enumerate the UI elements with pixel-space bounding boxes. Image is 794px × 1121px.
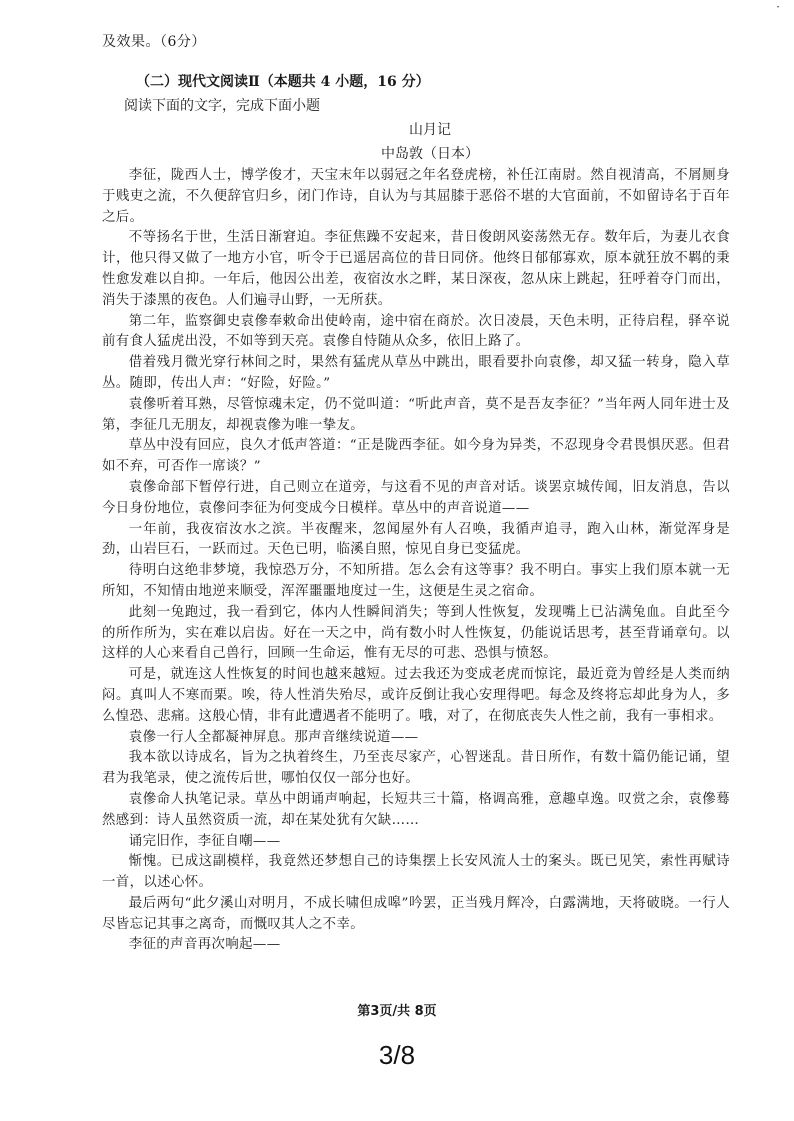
page-indicator: 3/8 (378, 1040, 416, 1070)
paragraph: 可是，就连这人性恢复的时间也越来越短。过去我还为变成老虎而惊诧，最近竟为曾经是人类而纳闷。真叫人不寒而栗。唉，待人性消失殆尽，或许反倒让我心安理得吧。每念及终将忘却此身为人，多么惶恐、悲痛。这般心情，非有此遭遇者不能明了。哦，对了，在彻底丧失人性之前，我有一事相求。 (102, 667, 730, 724)
paragraph: 惭愧。已成这副模样，我竟然还梦想自己的诗集摆上长安风流人士的案头。既已见笑，索性再赋诗一首，以述心怀。 (102, 854, 730, 891)
exam-sheet (80, 30, 730, 956)
paragraph: 草丛中没有回应，良久才低声答道：“正是陇西李征。如今身为异类，不忍现身令君畏惧厌恶。但君如不弃，可否作一席谈？” (102, 438, 730, 475)
paragraph: 不等扬名于世，生活日渐窘迫。李征焦躁不安起来，昔日俊朗风姿荡然无存。数年后，为妻儿衣食计，他只得又做了一地方小官，听令于已遥居高位的昔日同侪。他终日郁郁寡欢，原本就狂放不羁的秉性愈发难以自抑。一年后，他因公出差，夜宿汝水之畔，某日深夜，忽从床上跳起，狂呼着夺门而出，消失于漆黑的夜色。人们遍寻山野，一无所获。 (102, 230, 730, 308)
previous-question-tail: 及效果。（6分） (102, 34, 206, 50)
paragraph: 袁傪一行人全都凝神屏息。那声音继续说道—— (128, 729, 419, 745)
paragraph: 李征的声音再次响起—— (128, 937, 281, 953)
paragraph: 李征，陇西人士，博学俊才，天宝末年以弱冠之年名登虎榜，补任江南尉。然自视清高，不屑厕身于贱吏之流，不久便辞官归乡，闭门作诗，自认为与其屈膝于恶俗不堪的大官面前，不如留诗名于百年之后。 (102, 168, 730, 225)
article-author: 中岛敦（日本） (381, 146, 479, 162)
reading-instruction: 阅读下面的文字，完成下面小题 (124, 98, 320, 114)
paragraph: 袁傪听着耳熟，尽管惊魂未定，仍不觉叫道：“听此声音，莫不是吾友李征？”当年两人同年进士及第，李征几无朋友，却视袁傪为唯一挚友。 (102, 396, 730, 433)
paragraph: 袁傪命人执笔记录。草丛中朗诵声响起，长短共三十篇，格调高雅，意趣卓逸。叹赏之余，袁傪蓦然感到：诗人虽然资质一流，却在某处犹有欠缺…… (102, 791, 730, 828)
paragraph: 诵完旧作，李征自嘲—— (128, 833, 281, 849)
paragraph: 袁傪命部下暂停行进，自己则立在道旁，与这看不见的声音对话。谈罢京城传闻，旧友消息，告以今日身份地位，袁傪问李征为何变成今日模样。草丛中的声音说道—— (102, 479, 730, 516)
paragraph: 第二年，监察御史袁傪奉敕命出使岭南，途中宿在商於。次日凌晨，天色未明，正待启程，驿卒说前有食人猛虎出没，不如等到天亮。袁傪自恃随从众多，依旧上路了。 (102, 313, 730, 350)
page-footer: 第3页/共 8页 (357, 1004, 437, 1019)
corner-mark: · (776, 0, 780, 14)
article-title: 山月记 (409, 122, 451, 138)
paragraph: 借着残月微光穿行林间之时，果然有猛虎从草丛中跳出，眼看要扑向袁傪，却又猛一转身，隐入草丛。随即，传出人声：“好险，好险。” (102, 355, 730, 391)
paragraph: 待明白这绝非梦境，我惊恐万分，不知所措。怎么会有这等事？我不明白。事实上我们原本就一无所知，不知情由地逆来顺受，浑浑噩噩地度过一生，这便是生灵之宿命。 (102, 563, 730, 599)
paragraph: 一年前，我夜宿汝水之滨。半夜醒来，忽闻屋外有人召唤，我循声追寻，跑入山林，渐觉浑身是劲，山岩巨石，一跃而过。天色已明，临溪自照，惊见自身已变猛虎。 (102, 521, 730, 558)
section-heading: （二）现代文阅读Ⅱ（本题共 4 小题，16 分） (136, 74, 430, 90)
paragraph: 此刻一兔跑过，我一看到它，体内人性瞬间消失；等到人性恢复，发现嘴上已沾满兔血。自此至今的所作所为，实在难以启齿。好在一天之中，尚有数小时人性恢复，仍能说话思考，甚至背诵章句。以这样的人心来看自己兽行，回顾一生命运，惟有无尽的可悲、恐惧与愤怒。 (102, 604, 730, 662)
article-body (80, 166, 730, 956)
paragraph: 最后两句“此夕溪山对明月，不成长啸但成嗥”吟罢，正当残月辉冷，白露满地，天将破晓。一行人尽皆忘记其事之离奇，而慨叹其人之不幸。 (102, 895, 730, 932)
paragraph: 我本欲以诗成名，旨为之执着终生，乃至丧尽家产，心智迷乱。昔日所作，有数十篇仍能记诵，望君为我笔录，使之流传后世，哪怕仅仅一部分也好。 (102, 750, 730, 787)
